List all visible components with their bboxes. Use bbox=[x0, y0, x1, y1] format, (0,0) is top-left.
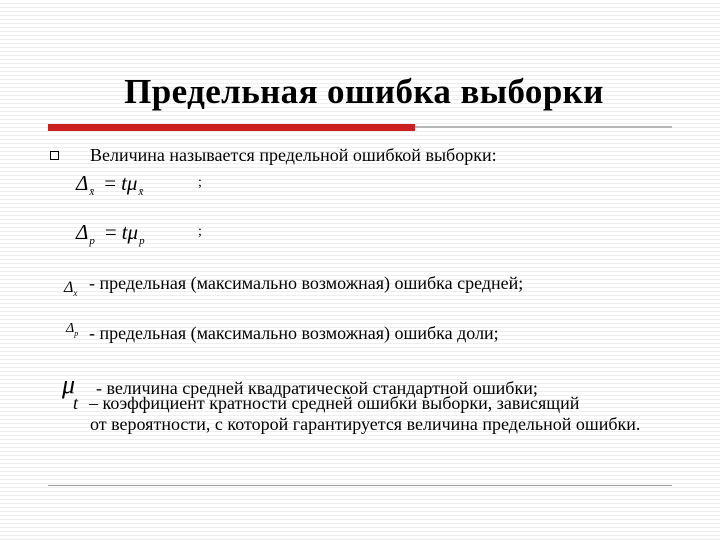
formula-equals: = bbox=[104, 171, 117, 195]
formula-rhs: tμ bbox=[121, 171, 138, 195]
definition-standard-error: - величина средней квадратической стандартной ошибки; bbox=[96, 378, 538, 398]
formula-delta: Δ bbox=[76, 171, 89, 195]
formula-equals: = bbox=[104, 220, 117, 244]
formula-semicolon: ; bbox=[198, 224, 202, 239]
definition-symbol-t: t bbox=[73, 393, 79, 413]
square-bullet-icon bbox=[50, 151, 59, 160]
symbol-subscript: p bbox=[74, 329, 79, 338]
formula-subscript: p bbox=[89, 235, 95, 247]
definition-symbol bbox=[64, 279, 77, 297]
formula-rhs-subscript: p bbox=[139, 235, 145, 247]
symbol-subscript: x bbox=[73, 288, 78, 298]
formula-subscript: x̄ bbox=[89, 186, 95, 198]
symbol-delta: Δ bbox=[64, 279, 74, 296]
intro-text: Величина называется предельной ошибкой выборки: bbox=[90, 145, 497, 165]
symbol-delta: Δ bbox=[66, 321, 75, 336]
formula-rhs-subscript: x̄ bbox=[138, 186, 144, 198]
title-grey-rule bbox=[415, 126, 672, 128]
formula-semicolon: ; bbox=[198, 175, 202, 190]
formula-share-error bbox=[76, 220, 153, 245]
definition-symbol bbox=[66, 321, 78, 337]
formula-rhs: tμ bbox=[121, 220, 139, 244]
slide-title: Предельная ошибка выборки bbox=[124, 72, 604, 111]
bottom-rule bbox=[48, 485, 672, 486]
definition-symbol-mu: μ bbox=[62, 370, 76, 399]
definition-mean-error: - предельная (максимально возможная) ошибка средней; bbox=[89, 273, 524, 293]
formula-mean-error bbox=[76, 171, 151, 196]
title-accent-rule bbox=[48, 124, 415, 131]
formula-delta: Δ bbox=[76, 220, 89, 244]
definition-share-error: - предельная (максимально возможная) ошибка доли; bbox=[89, 323, 499, 343]
definition-continuation: от вероятности, с которой гарантируется величина предельной ошибки. bbox=[90, 414, 641, 434]
definition-coefficient: – коэффициент кратности средней ошибки выборки, зависящий bbox=[89, 393, 580, 413]
